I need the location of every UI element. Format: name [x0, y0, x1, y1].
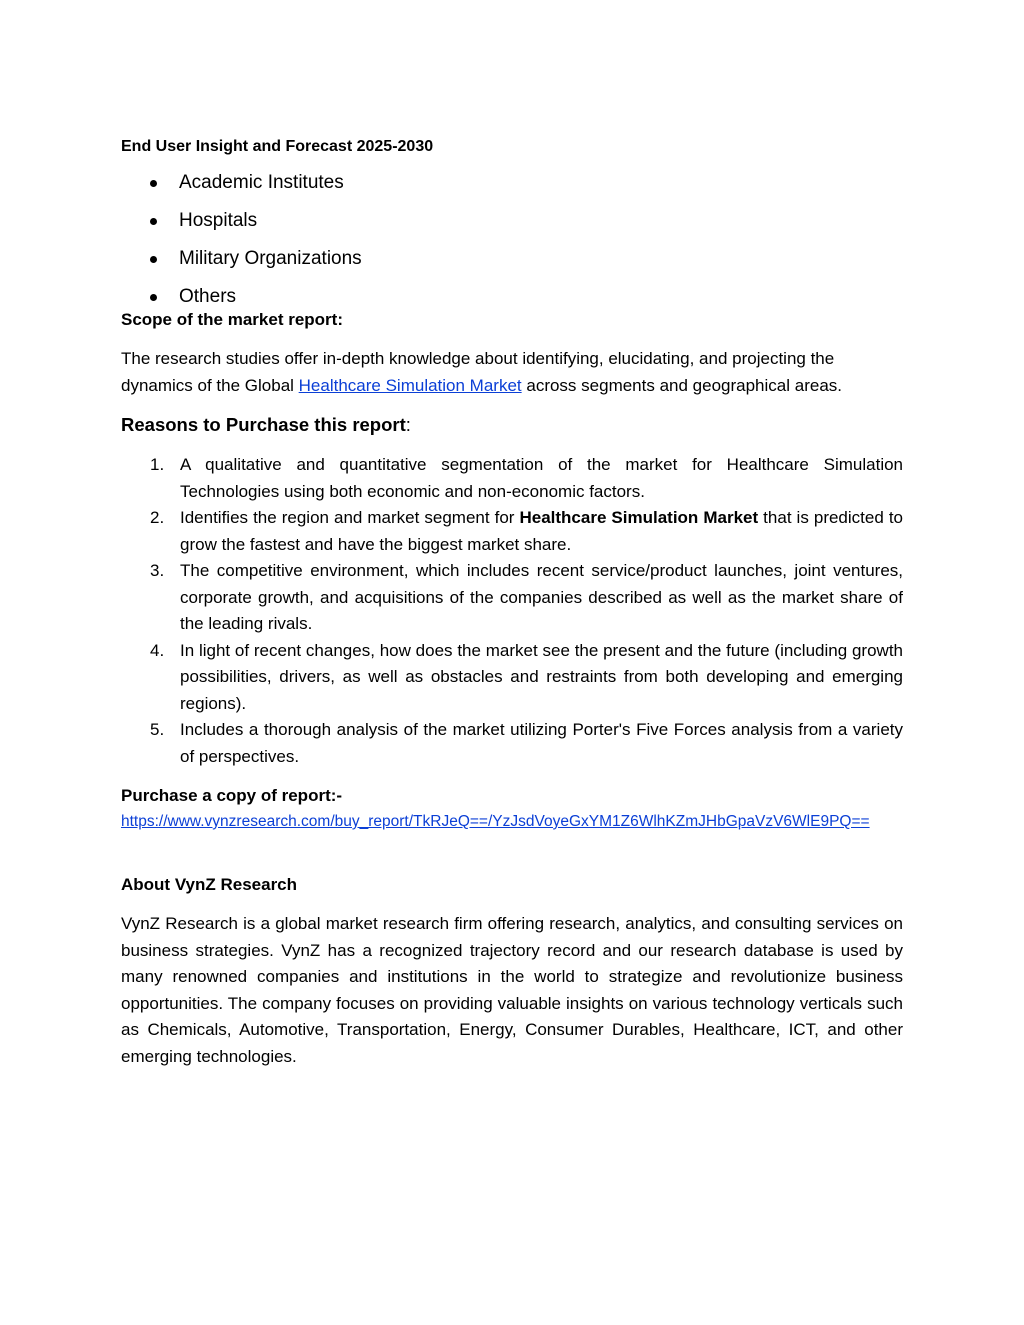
list-item-text: The competitive environment, which includes recent service/product launches, joint ventures, corporate growth, and acquisitions of the companies described as well as the market share of the leading rivals. — [180, 561, 903, 633]
reasons-heading — [121, 411, 411, 439]
list-item — [121, 717, 903, 770]
purchase-heading: Purchase a copy of report:- — [121, 786, 343, 805]
list-item-label: Others — [179, 286, 237, 307]
scope-text-after: across segments and geographical areas. — [521, 375, 842, 395]
scope-paragraph — [121, 346, 903, 399]
list-item-number: 4. — [150, 640, 165, 660]
bullet-icon — [150, 294, 157, 301]
scope-heading: Scope of the market report: — [121, 310, 343, 329]
list-item-label: Academic Institutes — [179, 172, 344, 193]
list-item-label: Military Organizations — [179, 248, 362, 269]
about-paragraph: VynZ Research is a global market research firm offering research, analytics, and consulting services on business strategies. VynZ has a recognized trajectory record and our research database is used by many renowned companies and institutions in the world to strategize and revolutionize business opportunities. The company focuses on providing valuable insights on various technology verticals such as Chemicals, Automotive, Transportation, Energy, Consumer Durables, Healthcare, ICT, and other emerging technologies. — [121, 914, 903, 1066]
reasons-heading-suffix: : — [405, 414, 411, 435]
list-item-number: 1. — [150, 455, 165, 474]
list-item-text: In light of recent changes, how does the market see the present and the future (including growth possibilities, drivers, as well as obstacles and restraints from both developing and emerging regions). — [180, 640, 903, 713]
list-item-text-after: that is predicted to grow the fastest and have the biggest market share. — [180, 508, 903, 554]
purchase-report-link[interactable]: https://www.vynzresearch.com/buy_report/TkRJeQ==/YzJsdVoyeGxYM1Z6WlhKZmJHbGpaVzV6WlE9PQ== — [121, 813, 870, 830]
list-item-text: A qualitative and quantitative segmentation of the market for Healthcare Simulation Technologies using both economic and non-economic factors. — [180, 455, 903, 501]
list-item-bold-text: Healthcare Simulation Market — [519, 508, 759, 527]
list-item — [121, 452, 903, 505]
list-item — [121, 558, 903, 638]
list-item — [121, 638, 903, 718]
reasons-list — [121, 452, 903, 770]
scope-text-before: The research studies offer in-depth knowledge about identifying, elucidating, and projecting the dynamics of the Global — [121, 349, 835, 395]
list-item-number: 3. — [150, 561, 165, 580]
list-item-label: Hospitals — [179, 210, 258, 231]
list-item-text: Includes a thorough analysis of the market utilizing Porter's Five Forces analysis from a variety of perspectives. — [180, 720, 903, 766]
bullet-icon — [150, 218, 157, 225]
end-user-heading: End User Insight and Forecast 2025-2030 — [121, 138, 434, 155]
healthcare-simulation-market-link[interactable]: Healthcare Simulation Market — [298, 375, 522, 395]
bullet-icon — [150, 256, 157, 263]
list-item-text-before: Identifies the region and market segment for — [180, 508, 520, 527]
list-item-number: 5. — [150, 720, 165, 739]
about-heading: About VynZ Research — [121, 875, 298, 894]
list-item — [121, 505, 903, 558]
list-item-number: 2. — [150, 508, 165, 527]
reasons-heading-text: Reasons to Purchase this report — [121, 414, 406, 435]
bullet-icon — [150, 180, 157, 187]
